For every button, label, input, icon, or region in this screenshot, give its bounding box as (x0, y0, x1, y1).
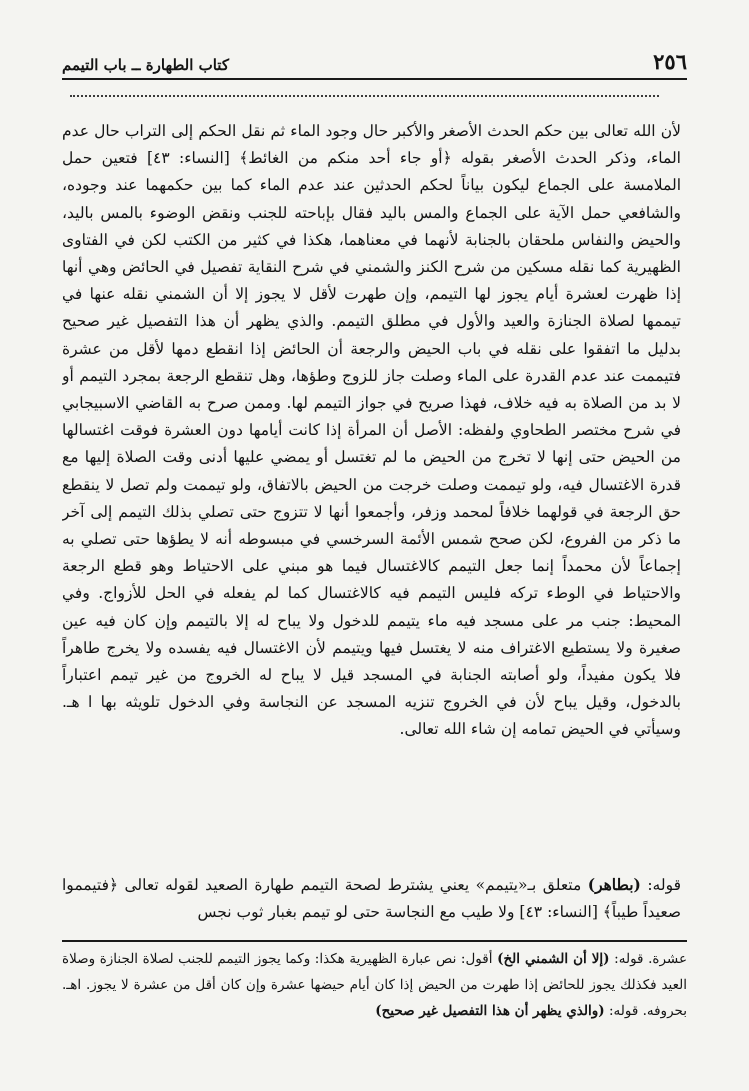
quote-body: متعلق بـ«يتيمم» يعني يشترط لصحة التيمم طهارة الصعيد لقوله تعالى ﴿فتيمموا صعيداً طيباً﴾ [النساء: ٤٣] ولا طيب مع النجاسة حتى لو تيمم بغبار ثوب نجس (62, 876, 681, 921)
main-paragraph: لأن الله تعالى بين حكم الحدث الأصغر والأكبر حال وجود الماء ثم نقل الحكم إلى التراب حال عدم الماء، وذكر الحدث الأصغر بقوله ﴿أو جاء أحد منكم من الغائط﴾ [النساء: ٤٣] فتعين حمل الملامسة على الجماع ليكون بياناً لحكم الحدثين عند عدم الماء كما بين حكمهما عند وجوده، والشافعي حمل الآية على الجماع والمس باليد فقال بإباحته للجنب ونقض الوضوء بالمس باليد، والحيض والنفاس ملحقان بالجنابة لأنهما في معناهما، هكذا في كثير من الكتب لكن في الفتاوى الظهيرية كما نقله مسكين من شرح الكنز والشمني في شرح النقاية تفصيل في الحائض وهي أنها إذا ظهرت لعشرة أيام يجوز لها التيمم، وإن طهرت لأقل لا يجوز إلا أن الشمني نقله عنها في تيممها لصلاة الجنازة والعيد والأول في مطلق التيمم. والذي يظهر أن هذا التفصيل غير صحيح بدليل ما اتفقوا على نقله في باب الحيض والرجعة أن الحائض إذا انقطع دمها لأقل من عشرة فتيممت عند عدم القدرة على الماء وصلت جاز للزوج وطؤها، وهل تنقطع الرجعة بمجرد التيمم أو لا بد من الصلاة به فيه خلاف، فهذا صريح في جواز التيمم لها. وممن صرح به القاضي الاسبيجابي في شرح مختصر الطحاوي ولفظه: الأصل أن المرأة إذا كانت أيامها دون العشرة فوقت اغتسالها من الحيض حتى إنها لا تخرج من الحيض ما لم تغتسل أو يمضي عليها أدنى وقت الصلاة إليها مع قدرة الاغتسال فيه، ولو تيممت وصلت خرجت من الحيض بالاتفاق، ولو تيممت ولم تصل لا ينقطع حق الرجعة في قولهما خلافاً لمحمد وزفر، وأجمعوا أنها لا تتزوج حتى تصلي بذلك التيمم إلى آخر ما ذكر من الفروع، لكن صحح شمس الأئمة السرخسي في مبسوطه أنه لا يطؤها حتى تصلي به إجماعاً لأن محمداً إنما جعل التيمم كالاغتسال فيما هو مبني على الاحتياط وهو قطع الرجعة والاحتياط في الوطء تركه فليس التيمم فيه كالاغتسال كما لم يفعله في الحل للأزواج. وفي المحيط: جنب مر على مسجد فيه ماء يتيمم للدخول ولا يباح له إلا بالتيمم وإن كان فيه عين صغيرة ولا يستطيع الاغتراف منه لا يغتسل فيها ويتيمم لأن الاغتسال فيه يفسده ولا يخرج طاهراً فلا يكون مفيداً، ولو أصابته الجنابة في المسجد قيل لا يباح له الخروج من غير تيمم اعتباراً بالدخول، وقيل يباح لأن في الخروج تنزيه المسجد عن النجاسة وفي الدخول تلويثه بها ا هـ. وسيأتي في الحيض تمامه إن شاء الله تعالى. (62, 122, 681, 739)
footnote-text-1: عشرة. قوله: (609, 951, 687, 967)
dotted-separator (70, 95, 659, 97)
main-commentary (62, 118, 681, 870)
quote-term: (بطاهر) (587, 875, 641, 894)
page-number: ٢٥٦ (653, 49, 687, 74)
running-title: كتاب الطهارة ــ باب التيمم (62, 56, 229, 74)
footnote-term-1: (إلا أن الشمني الخ) (497, 951, 610, 967)
quote-paragraph (62, 871, 681, 926)
footnote-text-2: أقول: نص عبارة الظهيرية هكذا: وكما يجوز التيمم للجنب لصلاة الجنازة وصلاة العيد فكذلك يجوز للحائض إذا طهرت من الحيض إذا كان أيام حيضها عشرة وإن كان أقل من عشرة لا يجوز. اهـ. بحروفه. قوله: (62, 951, 687, 1019)
header-rule (62, 78, 687, 80)
commentary-quote (62, 871, 681, 929)
quote-prefix: قوله: (640, 876, 681, 894)
footnote-rule (62, 940, 687, 942)
footnote-section (62, 946, 687, 1046)
footnote-paragraph (62, 946, 687, 1024)
footnote-term-2: (والذي يظهر أن هذا التفصيل غير صحيح) (375, 1003, 605, 1019)
page-header (62, 40, 687, 74)
